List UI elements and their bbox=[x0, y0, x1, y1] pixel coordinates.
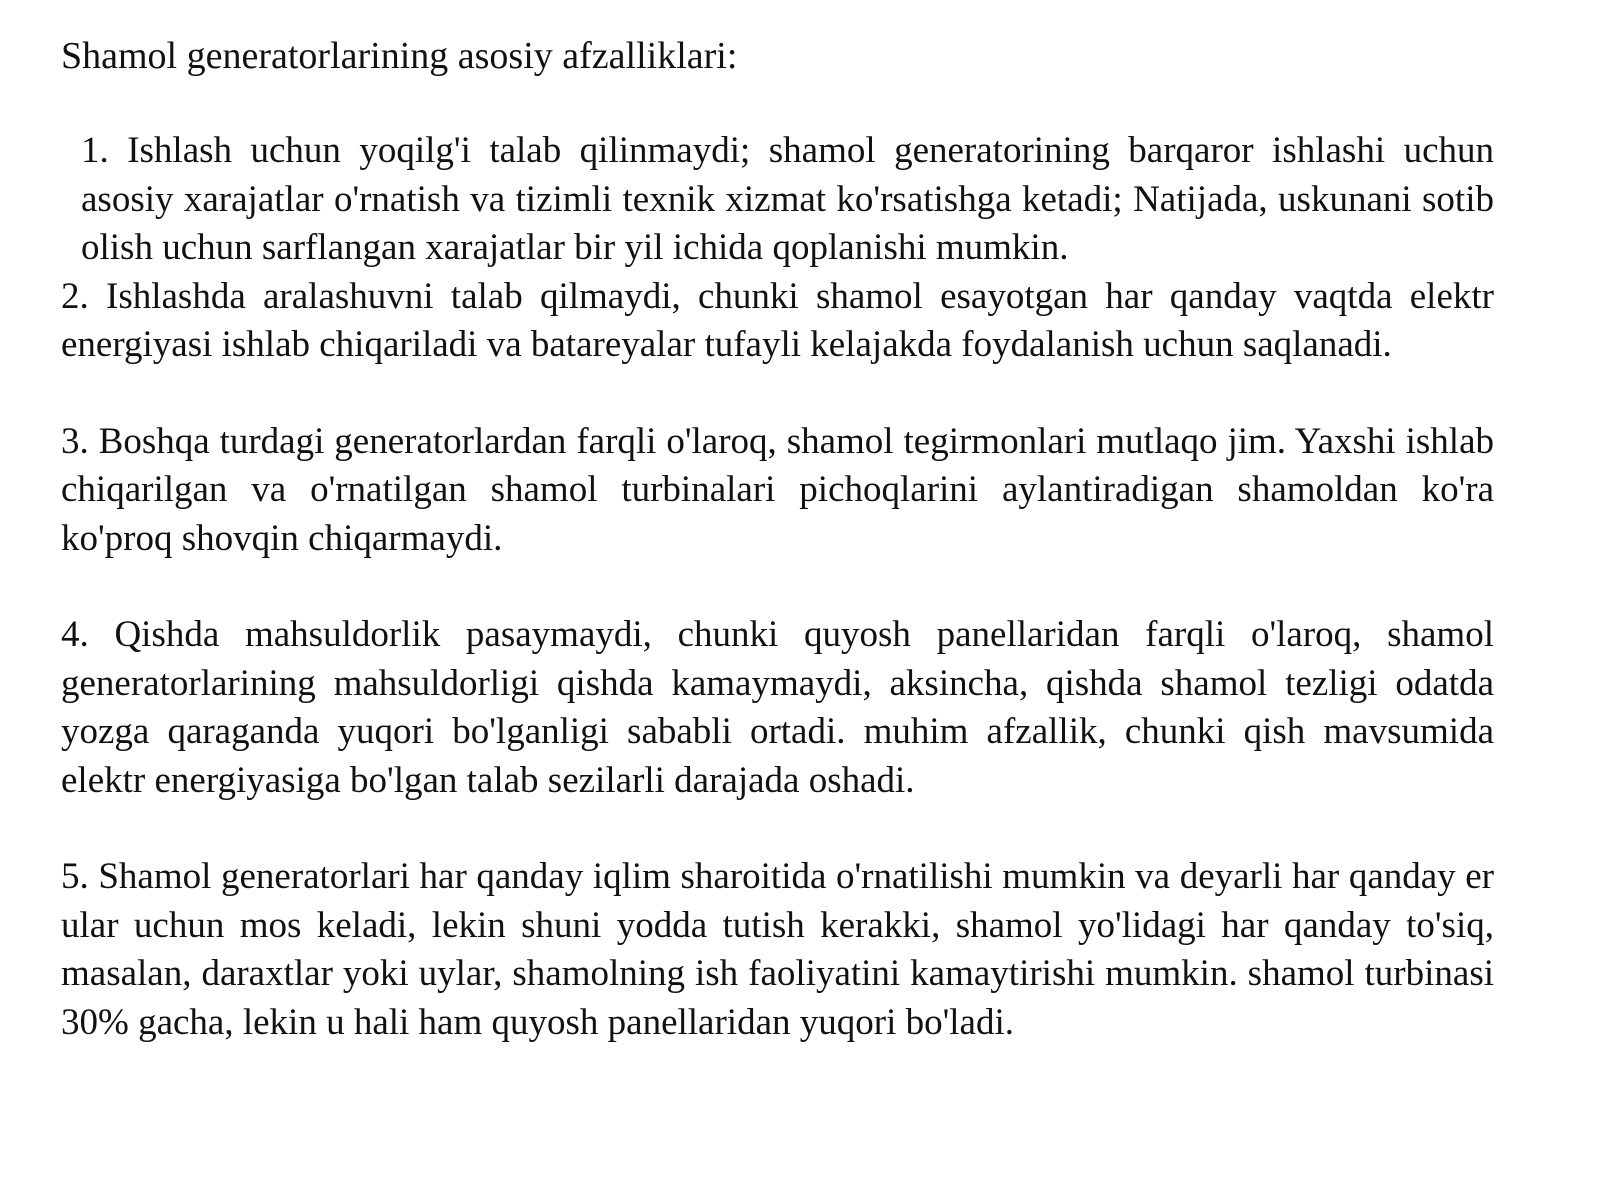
list-item-4: 4. Qishda mahsuldorlik pasaymaydi, chunki quyosh panellaridan farqli o'laroq, shamol generatorlarining mahsuldorligi qishda kamaymaydi, aksincha, qishda shamol tezligi odatda yozga qaraganda yuqori bo'lganligi sababli ortadi. muhim afzallik, chunki qish mavsumida elektr energiyasiga bo'lgan talab sezilarli darajada oshadi. bbox=[61, 614, 1494, 801]
document-title: Shamol generatorlarining asosiy afzalliklari: bbox=[61, 35, 738, 77]
list-item-2: 2. Ishlashda aralashuvni talab qilmaydi, chunki shamol esayotgan har qanday vaqtda elektr energiyasi ishlab chiqariladi va batareyalar tufayli kelajakda foydalanish uchun saqlanadi. bbox=[61, 275, 1494, 365]
list-item-5: 5. Shamol generatorlari har qanday iqlim sharoitida o'rnatilishi mumkin va deyarli har qanday er ular uchun mos keladi, lekin shuni yodda tutish kerakki, shamol yo'lidagi har qanday to'siq, masalan, daraxtlar yoki uylar, shamolning ish faoliyatini kamaytirishi mumkin. shamol turbinasi 30% gacha, lekin u hali ham quyosh panellaridan yuqori bo'ladi. bbox=[61, 856, 1494, 1043]
list-item-3: 3. Boshqa turdagi generatorlardan farqli o'laroq, shamol tegirmonlari mutlaqo jim. Yaxshi ishlab chiqarilgan va o'rnatilgan shamol turbinalari pichoqlarini aylantiradigan shamoldan ko'ra ko'proq shovqin chiqarmaydi. bbox=[61, 420, 1494, 559]
list-item-1: 1. Ishlash uchun yoqilg'i talab qilinmaydi; shamol generatorining barqaror ishlashi uchun asosiy xarajatlar o'rnatish va tizimli texnik xizmat ko'rsatishga ketadi; Natijada, uskunani sotib olish uchun sarflangan xarajatlar bir yil ichida qoplanishi mumkin. bbox=[81, 130, 1494, 268]
